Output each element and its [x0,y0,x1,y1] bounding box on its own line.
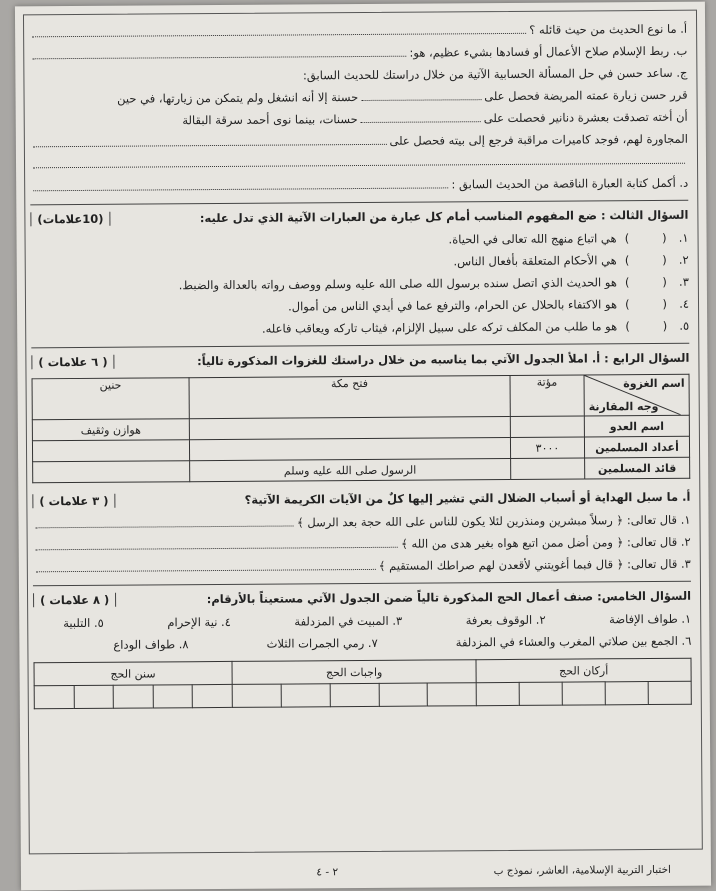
answer-line[interactable] [36,534,399,551]
answer-line[interactable] [32,20,526,37]
item-text: هي الأحكام المتعلقة بأفعال الناس. [453,253,617,269]
hajj-option: ٣. المبيت في المزدلفة [294,613,403,629]
answer-line[interactable] [361,86,481,101]
item-number: ٥. [679,318,690,333]
question-3-title: السؤال الثالث : ضع المفهوم المناسب أمام كل عبارة من العبارات الآتية الذي تدل عليه: [199,207,689,226]
question-d [30,172,688,199]
hajj-option: ٥. التلبية [63,615,104,631]
answer-blank[interactable]: ( ) [624,274,667,290]
item-number: ٢. [678,252,689,267]
story-text: قرر حسن زيارة عمته المريضة فحصل على [484,87,688,104]
battle-header: حنين [32,378,189,420]
answer-cell[interactable] [476,682,519,705]
corner-cell [584,374,689,416]
answer-blank[interactable]: ( ) [625,318,668,334]
corner-bottom-label: وجه المقارنة [588,399,659,414]
row-label: أعداد المسلمين [584,436,689,458]
concept-item [31,315,689,342]
answer-cell[interactable] [379,683,428,706]
hajj-option: ٤. نية الإحرام [167,614,231,630]
battle-header: مؤتة [510,375,584,417]
table-cell[interactable]: ٣٠٠٠ [510,437,584,459]
answer-cell[interactable] [232,684,281,707]
item-text: هو الحديث الذي اتصل سنده برسول الله صلى الله عليه وسلم ووصف رواته بالعدالة والضبط. [178,275,617,293]
story-text: المجاورة لهم، فوجد كاميرات مراقبة فرجع إلى بيته فحصل على [389,131,688,148]
hajj-header: سنن الحج [34,661,232,685]
verse-item [33,553,691,580]
answer-blank[interactable]: ( ) [624,230,667,246]
verses-list [32,509,690,580]
story-text: حسنة إلا أنه انشغل ولم يتمكن من زيارتها، في حين [117,90,359,106]
table-cell[interactable] [189,416,510,439]
battles-body [32,415,689,483]
answer-cell[interactable] [330,683,379,706]
question-a-text: أ. ما نوع الحديث من حيث قائله ؟ [529,21,688,37]
hajj-answer-row [34,681,691,709]
row-label: قائد المسلمين [585,457,690,479]
answer-cell[interactable] [114,685,154,708]
battles-header-row [32,374,689,420]
page-footer [41,864,671,880]
table-cell[interactable] [510,416,584,438]
battle-header: فتح مكة [189,375,510,418]
answer-line[interactable] [33,131,387,147]
table-cell[interactable] [510,458,584,480]
exam-sheet [15,2,711,891]
story-text: أن أخته تصدقت بعشرة دنانير فحصلت على [483,109,688,126]
table-cell[interactable] [189,437,510,460]
question-b-text: ب. ربط الإسلام صلاح الأعمال أو فسادها بشيء عظيم، هو: [409,43,688,60]
table-cell[interactable]: هوازن وثقيف [32,419,189,441]
table-cell[interactable]: الرسول صلى الله عليه وسلم [189,458,510,481]
hajj-header: واجبات الحج [232,660,477,685]
answer-line[interactable] [36,556,376,572]
answer-blank[interactable]: ( ) [625,296,668,312]
answer-cell[interactable] [428,683,477,706]
question-3-marks: (10علامات) [30,212,110,227]
answer-blank[interactable]: ( ) [624,252,667,268]
hajj-option: ٦. الجمع بين صلاتي المغرب والعشاء في المزدلفة [455,633,692,650]
battles-table [32,374,691,484]
verse-text: ١. قال تعالى: ﴿ رسلاً مبشرين ومنذرين لئلا يكون للناس على الله حجة بعد الرسل ﴾ [296,512,691,530]
answer-cell[interactable] [605,682,648,705]
answer-cell[interactable] [519,682,562,705]
item-text: هي اتباع منهج الله تعالى في الحياة. [448,231,617,247]
answer-cell[interactable] [562,682,605,705]
row-label: اسم العدو [584,415,689,437]
verse-text: ٢. قال تعالى: ﴿ ومن أضل ممن اتبع هواه بغير هدى من الله ﴾ [401,534,691,551]
answer-cell[interactable] [193,684,233,707]
answer-line[interactable] [32,43,406,60]
question-4-title: السؤال الرابع : أ. املأ الجدول الآتي بما يناسبه من خلال دراستك للغزوات المذكورة تالياً: [197,350,690,369]
answer-line[interactable] [33,174,448,191]
item-number: ١. [678,230,689,245]
answer-cell[interactable] [74,685,114,708]
question-5-marks: ( ٨ علامات ) [33,593,116,608]
item-number: ٣. [678,274,689,289]
item-number: ٤. [679,296,690,311]
exam-name: اختبار التربية الإسلامية، العاشر، نموذج ب [493,863,672,878]
question-3-items [30,227,689,342]
corner-top-label: اسم الغزوة [623,376,685,391]
hajj-options-row-2 [33,630,691,657]
question-d-text: د. أكمل كتابة العبارة الناقصة من الحديث السابق : [451,175,689,192]
hajj-option: ٨. طواف الوداع [113,637,189,652]
page-number: ٢ - ٤ [316,866,339,879]
question-4-header [31,343,689,375]
table-cell[interactable] [32,440,189,462]
verse-text: ٣. قال تعالى: ﴿ قال فبما أغويتني لأقعدن لهم صراطك المستقيم ﴾ [378,556,691,573]
hajj-table [34,658,692,710]
question-4-marks: ( ٦ علامات ) [31,355,114,370]
exam-content [29,18,692,710]
answer-cell[interactable] [34,686,74,709]
story-text: حسنات، بينما نوى أحمد سرقة البقالة [182,112,358,128]
answer-cell[interactable] [281,684,330,707]
hajj-header: أركان الحج [476,658,691,682]
answer-line[interactable] [361,108,481,123]
question-4b-title: أ. ما سبل الهداية أو أسباب الضلال التي تشير إليها كلٌ من الآيات الكريمة الآتية؟ [244,489,691,507]
question-4b-marks: ( ٣ علامات ) [32,494,115,509]
hajj-option: ٧. رمي الجمرات الثلاث [266,635,378,651]
table-row [33,457,690,483]
table-cell[interactable] [33,461,190,483]
hajj-option: ١. طواف الإفاضة [609,611,692,627]
hajj-option: ٢. الوقوف بعرفة [465,612,546,628]
question-5-title: السؤال الخامس: صنف أعمال الحج المذكورة تالياً ضمن الجدول الآتي مستعيناً بالأرقام: [206,588,692,607]
answer-cell[interactable] [648,681,691,704]
item-text: هو ما طلب من المكلف تركه على سبيل الإلزام، فيثاب تاركه ويعاقب فاعله. [261,319,618,336]
answer-line[interactable] [35,512,293,528]
item-text: هو الاكتفاء بالحلال عن الحرام، والترفع عما في أيدي الناس من أموال. [288,297,618,314]
question-c-text: ج. ساعد حسن في حل المسألة الحسابية الآتية من خلال دراستك للحديث السابق: [302,65,688,83]
answer-cell[interactable] [153,685,193,708]
